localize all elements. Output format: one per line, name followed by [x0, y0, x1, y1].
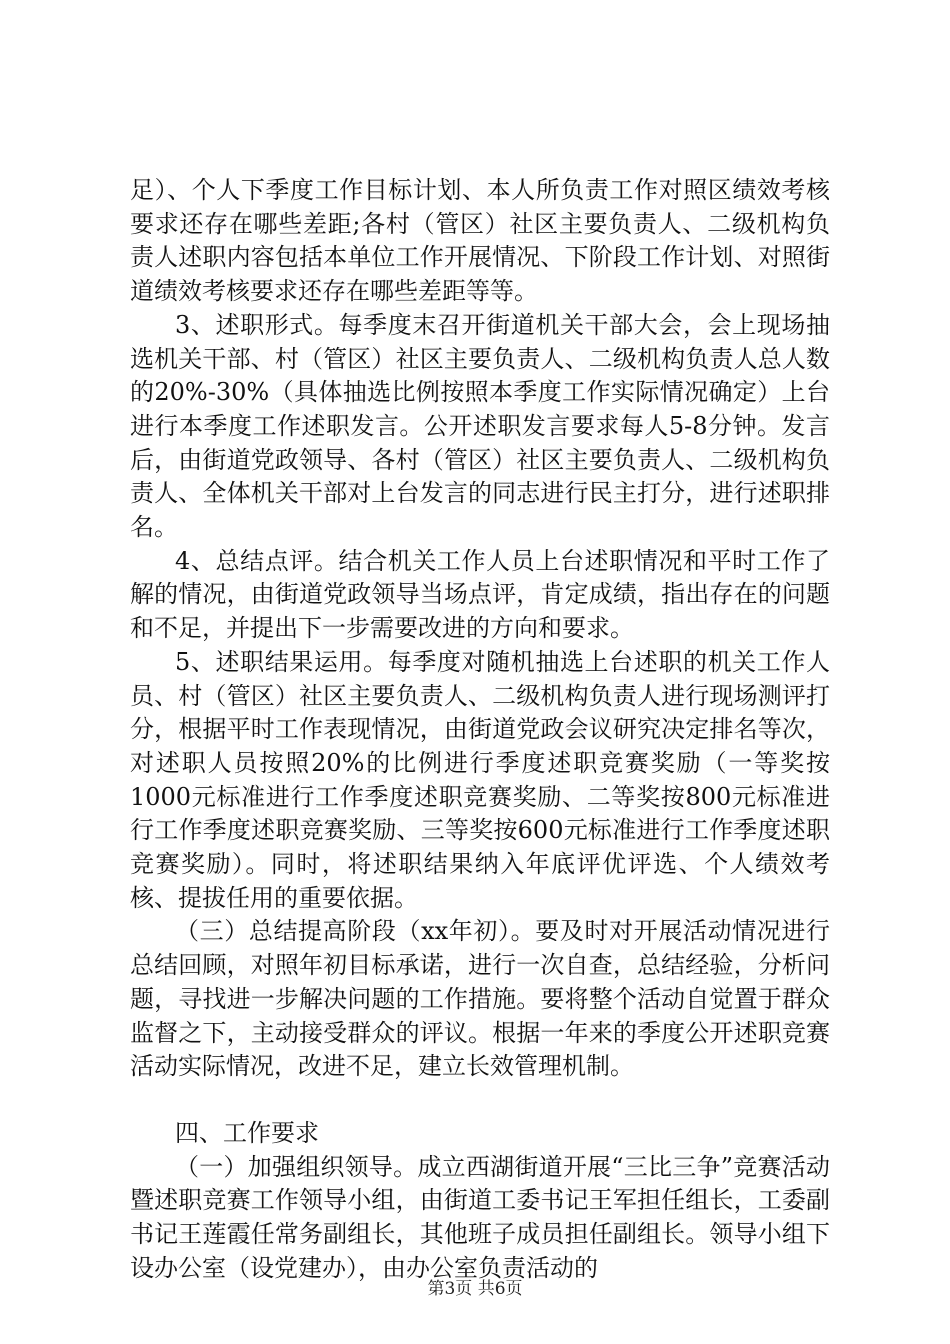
page-footer: 第3页 共6页	[427, 1279, 523, 1299]
paragraph-summary-review: 4、总结点评。结合机关工作人员上台述职情况和平时工作了解的情况，由街道党政领导当场点评，肯定成绩，指出存在的问题和不足，并提出下一步需要改进的方向和要求。	[130, 546, 830, 643]
paragraph-result-application: 5、述职结果运用。每季度对随机抽选上台述职的机关工作人员、村（管区）社区主要负责人、二级机构负责人进行现场测评打分，根据平时工作表现情况，由街道党政会议研究决定排名等次，对述职人员按照20%的比例进行季度述职竞赛奖励（一等奖按1000元标准进行工作季度述职竞赛奖励、二等奖按800元标准进行工作季度述职竞赛奖励、三等奖按600元标准进行工作季度述职竞赛奖励）。同时，将述职结果纳入年底评优评选、个人绩效考核、提拔任用的重要依据。	[130, 647, 830, 912]
paragraph-debriefing-format: 3、述职形式。每季度末召开街道机关干部大会，会上现场抽选机关干部、村（管区）社区主要负责人、二级机构负责人总人数的20%-30%（具体抽选比例按照本季度工作实际情况确定）上台进行本季度工作述职发言。公开述职发言要求每人5-8分钟。发言后，由街道党政领导、各村（管区）社区主要负责人、二级机构负责人、全体机关干部对上台发言的同志进行民主打分，进行述职排名。	[130, 310, 830, 542]
section-spacer	[130, 1084, 830, 1117]
document-body	[130, 174, 830, 1286]
paragraph-continuation: 足）、个人下季度工作目标计划、本人所负责工作对照区绩效考核要求还存在哪些差距;各村（管区）社区主要负责人、二级机构负责人述职内容包括本单位工作开展情况、下阶段工作计划、对照街道绩效考核要求还存在哪些差距等等。	[130, 176, 830, 306]
paragraph-summary-stage: （三）总结提高阶段（xx年初）。要及时对开展活动情况进行总结回顾，对照年初目标承诺，进行一次自查，总结经验，分析问题，寻找进一步解决问题的工作措施。要将整个活动自觉置于群众监督之下，主动接受群众的评议。根据一年来的季度公开述职竞赛活动实际情况，改进不足，建立长效管理机制。	[130, 917, 830, 1081]
paragraph-organization-leadership: （一）加强组织领导。成立西湖街道开展“三比三争”竞赛活动暨述职竞赛工作领导小组，由街道工委书记王军担任组长，工委副书记王莲霞任常务副组长，其他班子成员担任副组长。领导小组下设办公室（设党建办），由办公室负责活动的	[130, 1152, 830, 1282]
section-heading-work-requirements: 四、工作要求	[175, 1118, 319, 1147]
